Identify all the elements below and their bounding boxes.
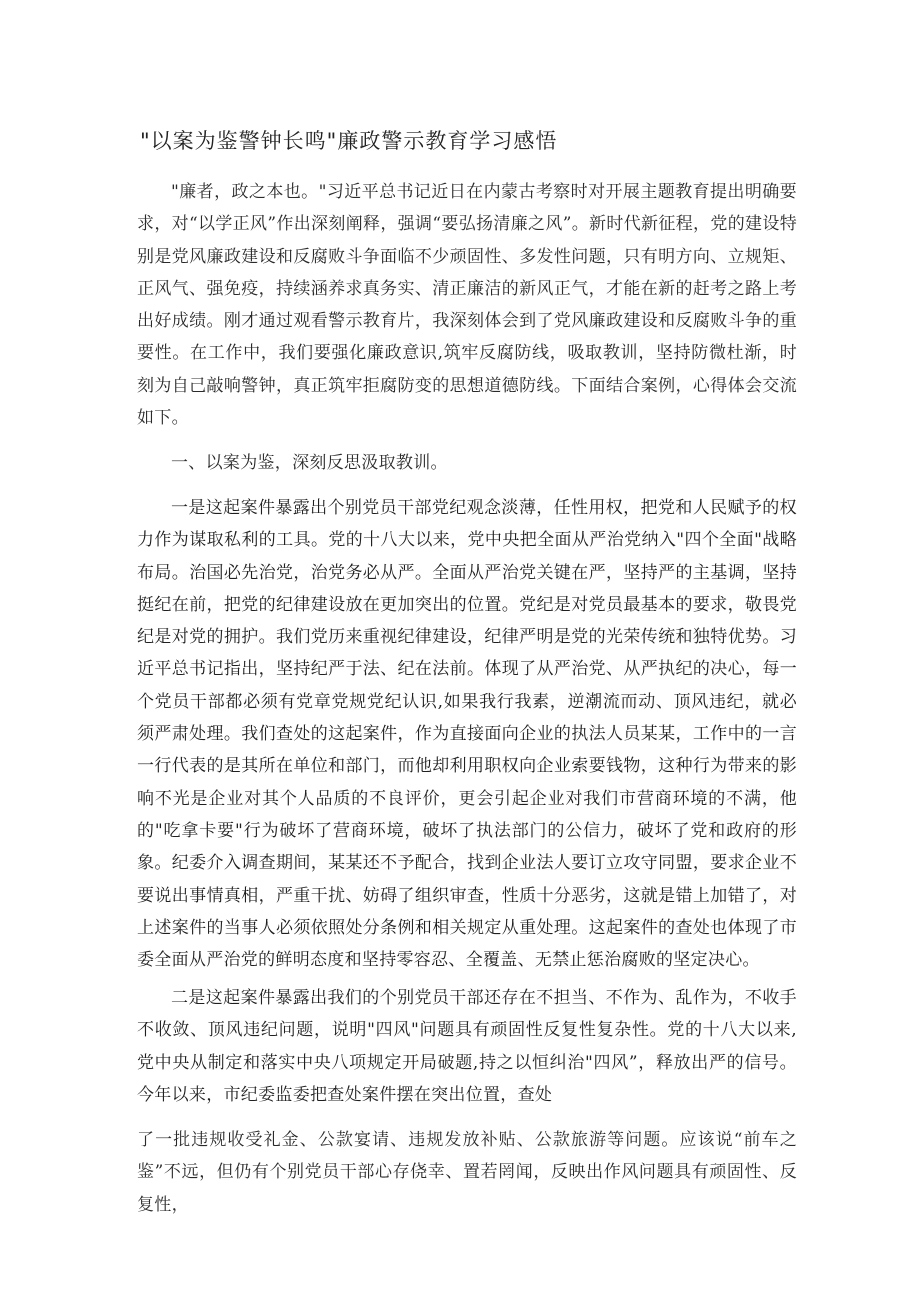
intro-paragraph-block <box>137 176 797 434</box>
section-heading-1: 一、以案为鉴，深刻反思汲取教训。 <box>171 453 448 473</box>
point-2-paragraph: 二是这起案件暴露出我们的个别党员干部还存在不担当、不作为、乱作为，不收手不收敛、顶风违纪问题，说明"四风"问题具有顽固性反复性复杂性。党的十八大以来,党中央从制定和落实中央八项规定开局破题,持之以恒纠治"四风”，释放出严的信号。今年以来，市纪委监委把查处案件摆在突出位置，查处 <box>137 988 797 1105</box>
intro-paragraph: "廉者，政之本也。"习近平总书记近日在内蒙古考察时对开展主题教育提出明确要求，对“以学正风”作出深刻阐释，强调“要弘扬清廉之风”。新时代新征程，党的建设特别是党风廉政建设和反腐败斗争面临不少顽固性、多发性问题，只有明方向、立规矩、正风气、强免疫，持续涵养求真务实、清正廉洁的新风正气，才能在新的赶考之路上考出好成绩。刚才通过观看警示教育片，我深刻体会到了党风廉政建设和反腐败斗争的重要性。在工作中，我们要强化廉政意识,筑牢反腐防线，吸取教训，坚持防微杜渐，时刻为自己敲响警钟，真正筑牢拒腐防变的思想道德防线。下面结合案例，心得体会交流如下。 <box>137 182 797 429</box>
continuation-paragraph: 了一批违规收受礼金、公款宴请、违规发放补贴、公款旅游等问题。应该说“前车之鉴”不远，但仍有个别党员干部心存侥幸、置若罔闻，反映出作风问题具有顽固性、反复性， <box>137 1130 797 1215</box>
document-title: "以案为鉴警钟长鸣"廉政警示教育学习感悟 <box>140 129 558 153</box>
point-2-block <box>137 982 797 1111</box>
point-1-block <box>137 492 797 976</box>
point-1-paragraph: 一是这起案件暴露出个别党员干部党纪观念淡薄，任性用权，把党和人民赋予的权力作为谋取私利的工具。党的十八大以来，党中央把全面从严治党纳入"四个全面"战略布局。治国必先治党，治党务必从严。全面从严治党关键在严，坚持严的主基调，坚持挺纪在前，把党的纪律建设放在更加突出的位置。党纪是对党员最基本的要求，敬畏党纪是对党的拥护。我们党历来重视纪律建设，纪律严明是党的光荣传统和独特优势。习近平总书记指出，坚持纪严于法、纪在法前。体现了从严治党、从严执纪的决心，每一个党员干部都必须有党章党规党纪认识,如果我行我素，逆潮流而动、顶风违纪，就必须严肃处理。我们查处的这起案件，作为直接面向企业的执法人员某某，工作中的一言一行代表的是其所在单位和部门，而他却利用职权向企业索要钱物，这种行为带来的影响不光是企业对其个人品质的不良评价，更会引起企业对我们市营商环境的不满，他的"吃拿卡要"行为破坏了营商环境，破坏了执法部门的公信力，破坏了党和政府的形象。纪委介入调查期间，某某还不予配合，找到企业法人要订立攻守同盟，要求企业不要说出事情真相，严重干扰、妨碍了组织审查，性质十分恶劣，这就是错上加错了，对上述案件的当事人必须依照处分条例和相关规定从重处理。这起案件的查处也体现了市委全面从严治党的鲜明态度和坚持零容忍、全覆盖、无禁止惩治腐败的坚定决心。 <box>137 498 797 971</box>
continuation-block <box>137 1124 797 1221</box>
section-heading-block <box>137 447 797 479</box>
